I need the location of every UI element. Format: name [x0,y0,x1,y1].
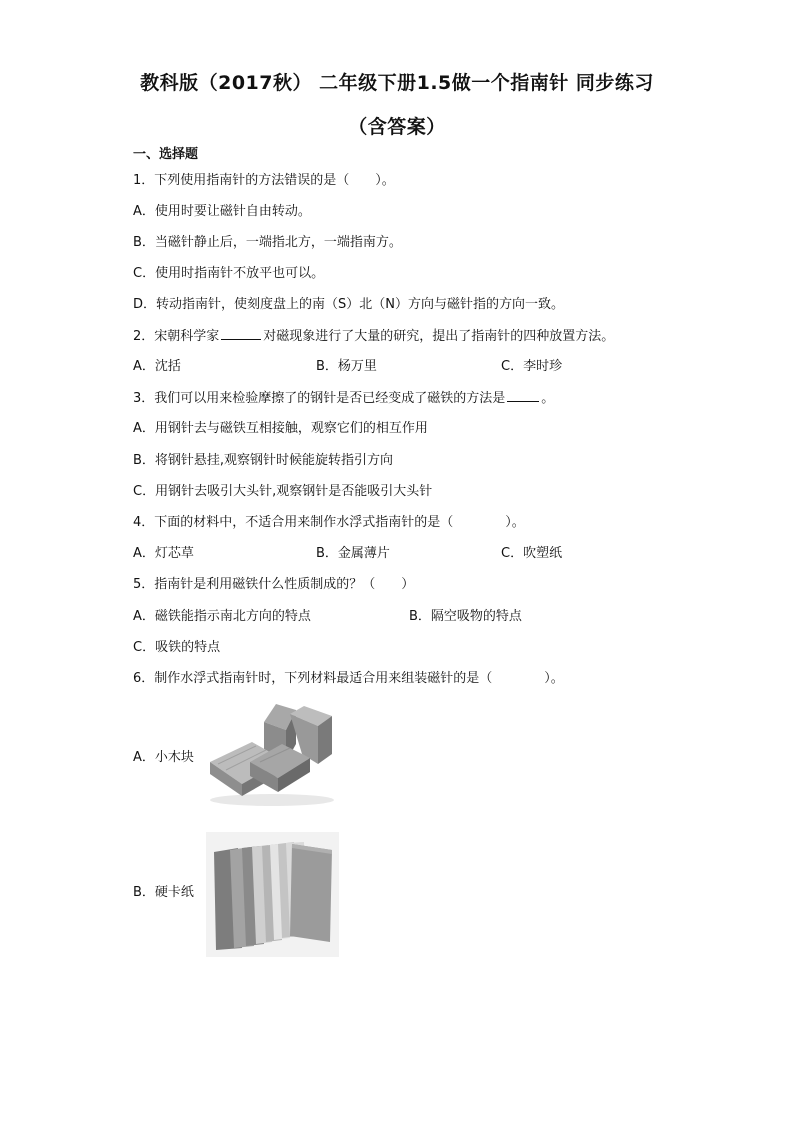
question-6-option-a: A．小木块 [133,750,194,765]
question-6-stem: 6．制作水浮式指南针时，下列材料最适合用来组装磁针的是（ ）。 [133,671,564,686]
question-1-stem: 1．下列使用指南针的方法错误的是（ ）。 [133,173,395,188]
question-5-option-c: C．吸铁的特点 [133,640,221,655]
question-3-stem-post: 。 [541,391,555,406]
answer-blank [221,327,261,340]
document-subtitle: （含答案） [348,116,446,138]
question-2-option-a: A．沈括 [133,359,181,374]
question-4-stem: 4．下面的材料中，不适合用来制作水浮式指南针的是（ ）。 [133,515,525,530]
question-2-stem-pre: 2．宋朝科学家 [133,329,220,344]
question-4-option-c: C．吹塑纸 [501,546,563,561]
question-1-option-b: B．当磁针静止后，一端指北方，一端指南方。 [133,235,402,250]
question-1-option-c: C．使用时指南针不放平也可以。 [133,266,325,281]
question-5-stem: 5．指南针是利用磁铁什么性质制成的？（ ） [133,577,415,592]
question-4-option-a: A．灯芯草 [133,546,194,561]
question-3-option-b: B．将钢针悬挂,观察钢针时候能旋转指引方向 [133,453,394,468]
question-3-option-c: C．用钢针去吸引大头针,观察钢针是否能吸引大头针 [133,484,433,499]
cardstock-image [206,832,339,957]
question-3-option-a: A．用钢针去与磁铁互相接触，观察它们的相互作用 [133,421,428,436]
question-2-option-c: C．李时珍 [501,359,563,374]
question-5-option-b: B．隔空吸物的特点 [409,609,522,624]
question-5-option-a: A．磁铁能指示南北方向的特点 [133,609,311,624]
question-3-stem [133,389,554,408]
question-2-option-b: B．杨万里 [316,359,377,374]
question-4-option-b: B．金属薄片 [316,546,390,561]
question-2-stem [133,327,614,346]
wood-blocks-image [206,700,338,810]
question-3-stem-pre: 3．我们可以用来检验摩擦了的钢针是否已经变成了磁铁的方法是 [133,391,506,406]
section-heading: 一、选择题 [133,147,199,162]
question-6-option-b: B．硬卡纸 [133,885,194,900]
answer-blank [507,389,539,402]
question-2-stem-post: 对磁现象进行了大量的研究，提出了指南针的四种放置方法。 [263,329,615,344]
document-title: 教科版（2017秋） 二年级下册1.5做一个指南针 同步练习 [140,72,654,94]
question-1-option-d: D．转动指南针，使刻度盘上的南（S）北（N）方向与磁针指的方向一致。 [133,297,564,312]
question-1-option-a: A．使用时要让磁针自由转动。 [133,204,311,219]
